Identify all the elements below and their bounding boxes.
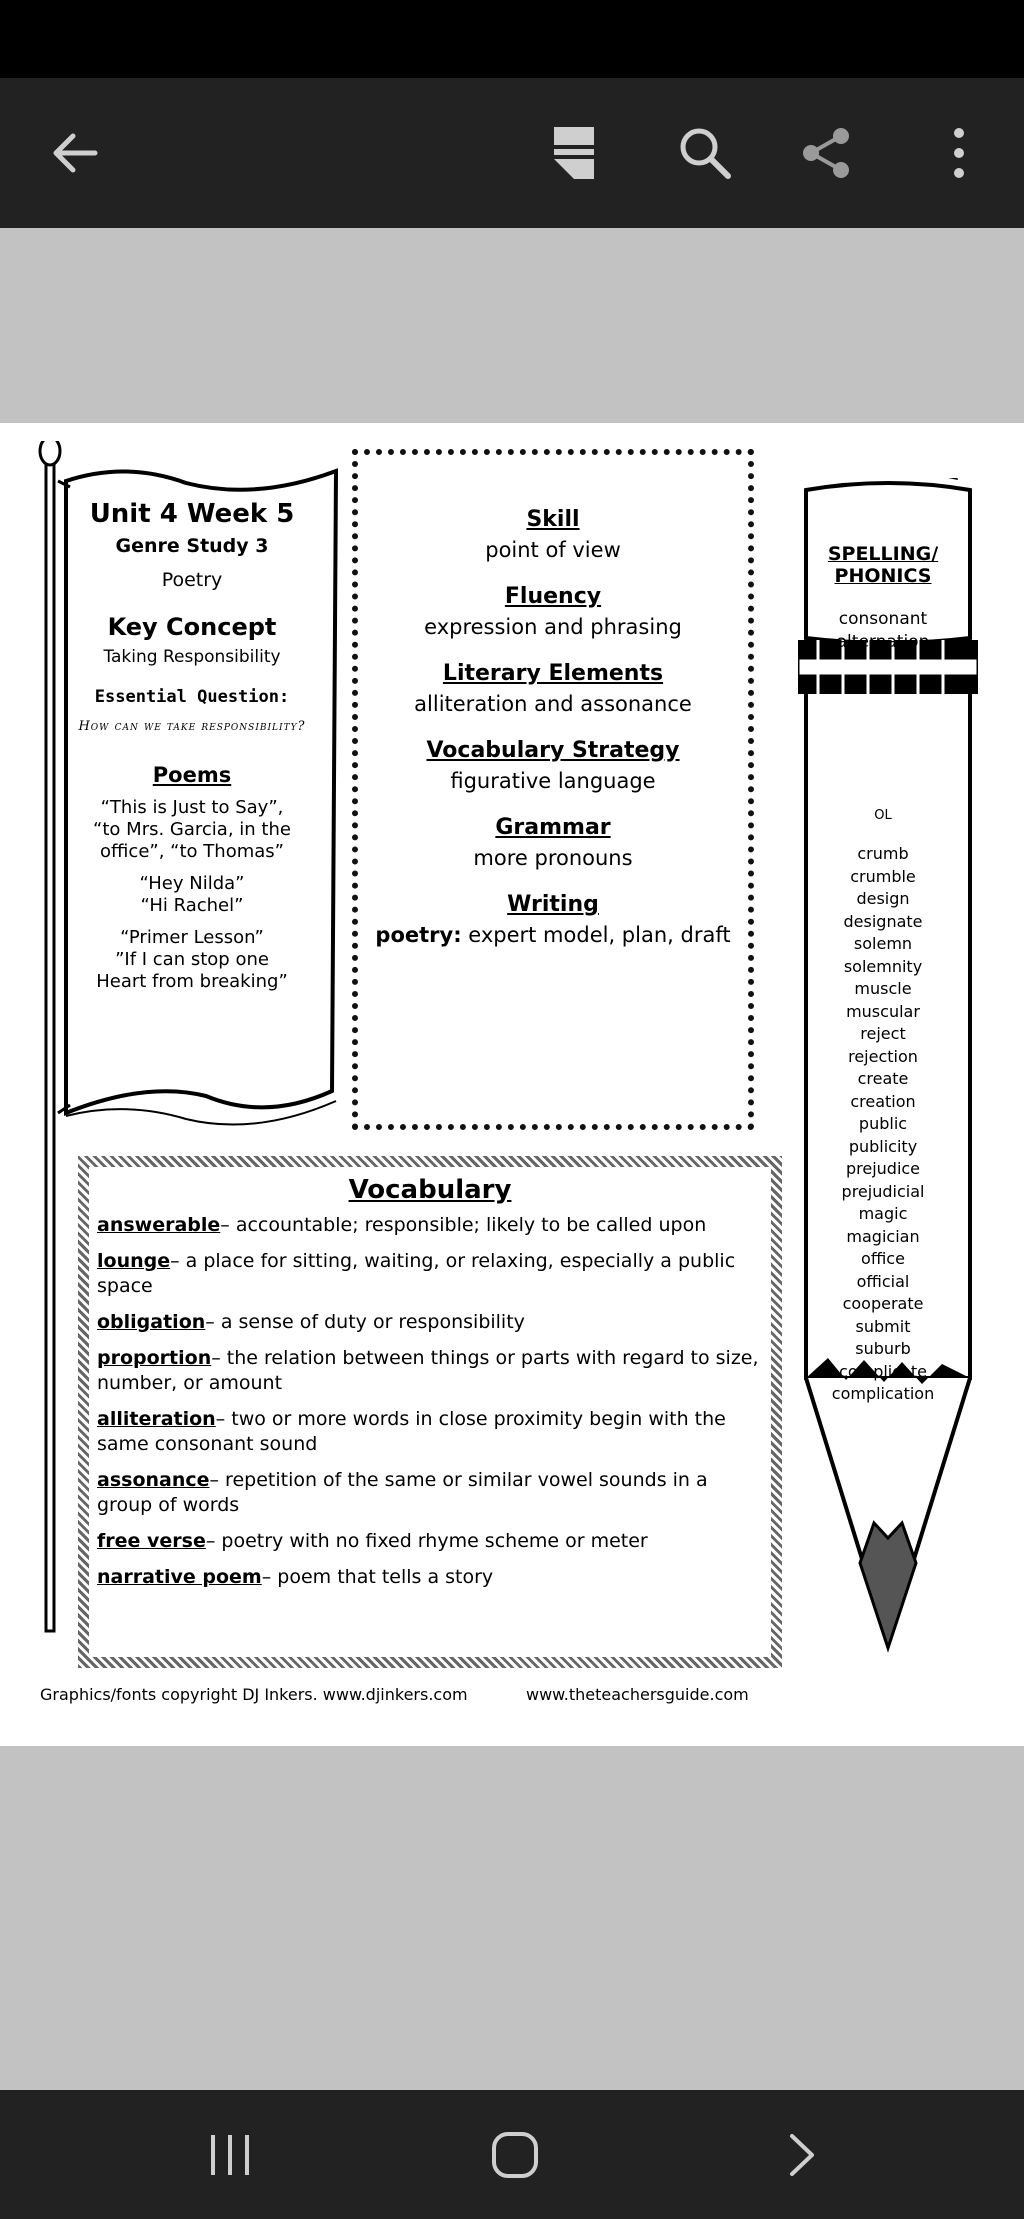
vocab-item: [97, 1407, 762, 1457]
reader-mode-button[interactable]: [519, 78, 629, 228]
spelling-word: magician: [846, 1226, 920, 1246]
writing-heading: Writing: [507, 892, 599, 917]
vocab-term: answerable: [97, 1214, 221, 1236]
vocabulary-strategy-value: figurative language: [450, 769, 656, 793]
document-page: [0, 423, 1024, 1746]
home-icon: [490, 2130, 540, 2180]
vocab-item: [97, 1249, 762, 1299]
vocab-item: [97, 1310, 762, 1335]
vocab-definition: – a sense of duty or responsibility: [205, 1311, 525, 1333]
more-vertical-icon: [951, 127, 967, 179]
vocab-term: free verse: [97, 1530, 206, 1552]
vocab-term: proportion: [97, 1347, 212, 1369]
writing-value: [358, 923, 748, 947]
vocab-term: alliteration: [97, 1408, 216, 1430]
vocab-item: [97, 1213, 762, 1238]
spelling-word: muscle: [854, 979, 912, 998]
spelling-word: designate: [843, 911, 923, 931]
home-button[interactable]: [435, 2090, 595, 2219]
vocab-definition: – a place for sitting, waiting, or relaxing, especially a public space: [97, 1250, 736, 1297]
nav-back-button[interactable]: [722, 2090, 882, 2219]
spelling-word: rejection: [848, 1046, 918, 1066]
genre-value: Poetry: [161, 569, 223, 591]
essential-question-value: How can we take responsibility?: [78, 719, 306, 734]
vocabulary-title: Vocabulary: [348, 1175, 512, 1205]
spelling-subtitle: [808, 608, 958, 654]
spelling-word: public: [858, 1114, 908, 1133]
poem-group: [64, 797, 320, 863]
fluency-value: expression and phrasing: [424, 615, 682, 639]
essential-question-label: Essential Question:: [94, 687, 290, 707]
poem-line: “to Mrs. Garcia, in the: [93, 819, 291, 840]
spelling-word: suburb: [855, 1339, 911, 1358]
spelling-word: crumb: [857, 844, 909, 863]
share-icon: [799, 125, 855, 181]
poem-line: office”, “to Thomas”: [100, 841, 284, 862]
fluency-heading: Fluency: [504, 584, 602, 609]
banner-content: [64, 499, 320, 993]
spelling-word: cooperate: [842, 1294, 924, 1313]
vocab-item: [97, 1346, 762, 1396]
genre-title: Genre Study 3: [115, 535, 269, 557]
search-icon: [677, 125, 733, 181]
spelling-title-line: SPELLING/: [827, 543, 939, 565]
spelling-word: submit: [855, 1316, 911, 1336]
spelling-word: office: [861, 1249, 905, 1268]
spelling-title-line: PHONICS: [834, 565, 932, 587]
poem-line: “Hey Nilda”: [139, 873, 245, 894]
vocabulary-list: [97, 1213, 762, 1601]
vocabulary-strategy-heading: Vocabulary Strategy: [426, 738, 680, 763]
spelling-subtitle-line: alternation: [836, 632, 930, 652]
vocab-definition: – poetry with no fixed rhyme scheme or meter: [205, 1530, 648, 1552]
literary-elements-heading: Literary Elements: [442, 661, 664, 686]
spelling-word: complication: [831, 1384, 935, 1403]
recent-apps-button[interactable]: [150, 2090, 310, 2219]
grammar-heading: Grammar: [495, 815, 611, 840]
status-bar: [0, 0, 1024, 78]
vocab-definition: – repetition of the same or similar vowel sounds in a group of words: [97, 1469, 708, 1516]
reader-mode-icon: [552, 125, 596, 181]
vocab-definition: – two or more words in close proximity begin with the same consonant sound: [97, 1408, 726, 1455]
search-button[interactable]: [650, 78, 760, 228]
vocab-term: lounge: [97, 1250, 171, 1272]
unit-title: Unit 4 Week 5: [89, 499, 295, 529]
skill-value: point of view: [485, 538, 621, 562]
vocab-term: assonance: [97, 1469, 210, 1491]
spelling-word: solemn: [853, 934, 913, 953]
spelling-word: publicity: [848, 1136, 918, 1156]
vocab-term: narrative poem: [97, 1566, 262, 1588]
spelling-word: magic: [858, 1204, 908, 1223]
recent-apps-icon: [207, 2132, 253, 2178]
vocab-definition: – the relation between things or parts with regard to size, number, or amount: [97, 1347, 759, 1394]
spelling-title: [808, 543, 958, 587]
copyright-text: Graphics/fonts copyright DJ Inkers. www.djinkers.com: [40, 1685, 468, 1704]
poem-line: Heart from breaking”: [96, 971, 288, 992]
site-text: www.theteachersguide.com: [526, 1685, 749, 1704]
more-options-button[interactable]: [904, 78, 1014, 228]
spelling-word: crumble: [850, 866, 916, 886]
spelling-word: design: [856, 889, 910, 908]
spelling-word: creation: [850, 1091, 916, 1111]
grammar-value: more pronouns: [473, 846, 633, 870]
spelling-word: reject: [860, 1024, 906, 1043]
system-navigation-bar: [0, 2090, 1024, 2219]
vocab-definition: – poem that tells a story: [261, 1566, 494, 1588]
spelling-word: muscular: [846, 1001, 920, 1021]
spelling-word: official: [856, 1271, 910, 1291]
spelling-subtitle-line: consonant: [838, 609, 928, 629]
vocab-item: [97, 1468, 762, 1518]
writing-steps: expert model, plan, draft: [468, 923, 731, 947]
key-concept-value: Taking Responsibility: [103, 647, 281, 667]
spelling-word: prejudice: [845, 1159, 921, 1178]
literary-elements-value: alliteration and assonance: [414, 692, 692, 716]
poem-line: ”If I can stop one: [115, 949, 269, 970]
poem-line: “Primer Lesson”: [120, 927, 264, 948]
writing-genre: poetry:: [375, 923, 462, 947]
vocab-term: obligation: [97, 1311, 206, 1333]
spelling-word-list: [808, 843, 958, 1406]
poem-line: “Hi Rachel”: [140, 895, 244, 916]
poem-line: “This is Just to Say”,: [100, 797, 284, 818]
spelling-word: prejudicial: [841, 1181, 925, 1201]
skill-heading: Skill: [526, 507, 580, 532]
vocab-item: [97, 1565, 762, 1590]
share-button[interactable]: [772, 78, 882, 228]
spelling-word: complicate: [839, 1361, 927, 1381]
skills-box: [352, 449, 754, 1130]
spelling-word: create: [857, 1069, 909, 1088]
arrow-left-icon: [49, 127, 101, 179]
poems-label: Poems: [152, 763, 232, 787]
vocab-definition: – accountable; responsible; likely to be called upon: [220, 1214, 707, 1236]
spelling-level: OL: [874, 808, 892, 823]
poem-group: [64, 873, 320, 917]
spelling-word: solemnity: [843, 956, 923, 976]
poem-group: [64, 927, 320, 993]
key-concept-label: Key Concept: [107, 613, 277, 641]
vocab-item: [97, 1529, 762, 1554]
page-gutter-top: [0, 228, 1024, 423]
viewer-toolbar: [0, 78, 1024, 228]
nav-back-chevron-icon: [787, 2132, 817, 2178]
back-button[interactable]: [20, 78, 130, 228]
